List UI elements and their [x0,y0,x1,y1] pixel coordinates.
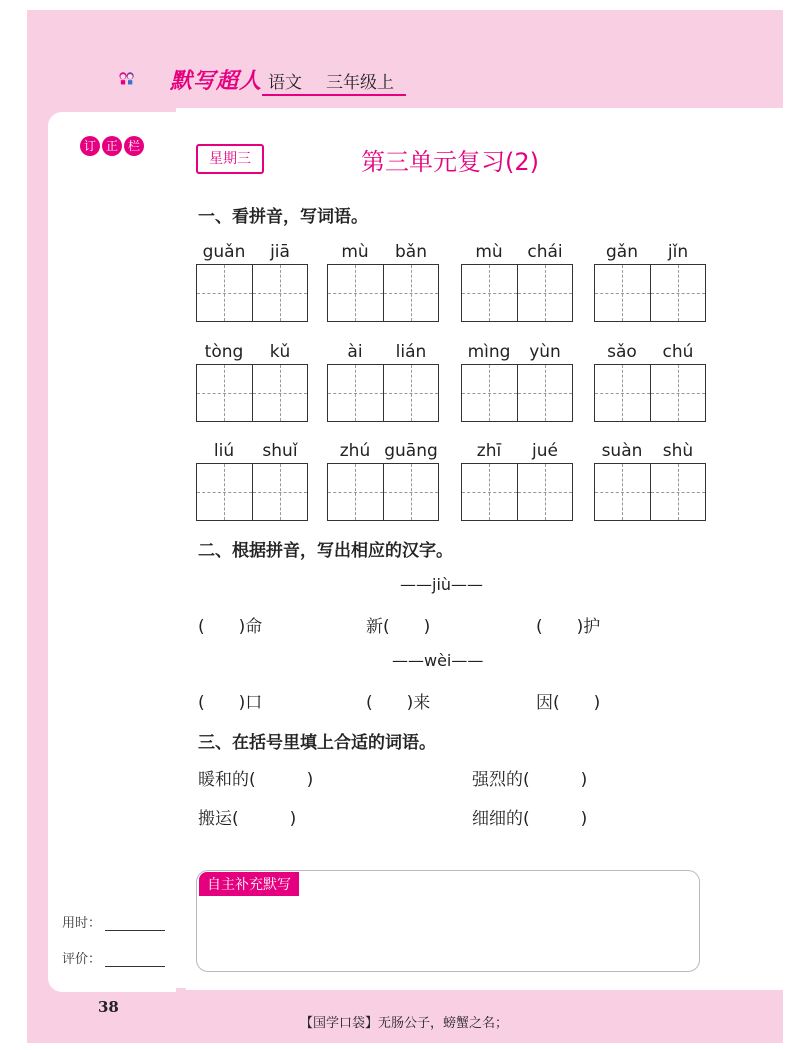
tian-grid-cell[interactable] [517,265,573,321]
pinyin-syllable: ài [347,342,363,362]
grade-label: 三年级上 [326,73,394,93]
section1-heading: 一、看拼音，写词语。 [198,207,368,227]
pinyin-syllable: kǔ [269,342,291,362]
pinyin-wei: ——wèi—— [392,651,484,670]
writing-boxes [461,463,573,521]
tian-grid-cell[interactable] [383,365,439,421]
writing-boxes [461,364,573,422]
tian-grid-cell[interactable] [650,365,706,421]
tian-grid-cell[interactable] [197,464,252,520]
blank-item[interactable]: ( )护 [536,617,601,637]
writing-boxes [461,264,573,322]
correction-char: 订 [80,136,100,156]
brand-name: 默写超人 [170,69,263,94]
correction-column [48,112,176,992]
writing-boxes [327,364,439,422]
pinyin-syllable: chú [662,342,694,362]
pinyin-syllable: yùn [529,342,561,362]
pinyin-syllable: guǎn [202,242,246,262]
pinyin-syllable: shù [662,441,694,461]
writing-boxes [594,364,706,422]
score-field[interactable] [62,948,165,967]
page-number: 38 [98,998,119,1016]
blank-item[interactable]: ( )口 [198,693,263,713]
pinyin-syllable: jǐn [667,242,689,262]
correction-char: 正 [102,136,122,156]
pinyin-jiu: ——jiù—— [400,575,484,594]
fill-word-item[interactable]: 强烈的( ) [472,770,588,790]
writing-boxes [327,463,439,521]
pinyin-syllable: jué [532,441,558,461]
tian-grid-cell[interactable] [462,365,517,421]
pinyin-syllable: chái [527,242,563,262]
pinyin-syllable: gǎn [606,242,638,262]
pinyin-syllable: mìng [467,342,511,362]
tian-grid-cell[interactable] [328,464,383,520]
tian-grid-cell[interactable] [197,265,252,321]
tian-grid-cell[interactable] [595,265,650,321]
tian-grid-cell[interactable] [197,365,252,421]
blank-item[interactable]: ( )命 [198,617,263,637]
tian-grid-cell[interactable] [650,464,706,520]
pinyin-syllable: zhú [339,441,371,461]
tian-grid-cell[interactable] [517,365,573,421]
writing-boxes [594,463,706,521]
time-field[interactable] [62,912,165,931]
score-label: 评价： [62,952,102,967]
tian-grid-cell[interactable] [252,265,308,321]
time-blank[interactable] [105,918,165,931]
tian-grid-cell[interactable] [462,265,517,321]
score-blank[interactable] [105,954,165,967]
pinyin-syllable: jiā [270,242,290,262]
tian-grid-cell[interactable] [650,265,706,321]
pinyin-syllable: bǎn [395,242,427,262]
subject-label: 语文 [268,73,302,93]
pinyin-syllable: zhī [476,441,502,461]
tian-grid-cell[interactable] [462,464,517,520]
tian-grid-cell[interactable] [328,265,383,321]
day-tag: 星期三 [196,144,264,174]
tian-grid-cell[interactable] [383,464,439,520]
writing-boxes [196,463,308,521]
tian-grid-cell[interactable] [517,464,573,520]
tian-grid-cell[interactable] [252,365,308,421]
writing-boxes [196,364,308,422]
pinyin-syllable: liú [213,441,235,461]
tian-grid-cell[interactable] [328,365,383,421]
pinyin-syllable: mù [341,242,369,262]
tian-grid-cell[interactable] [595,464,650,520]
blank-item[interactable]: ( )来 [366,693,431,713]
time-label: 用时： [62,916,102,931]
kids-logo-icon [118,58,168,98]
section2-heading: 二、根据拼音，写出相应的汉字。 [198,541,453,561]
pinyin-syllable: lián [395,342,427,362]
pinyin-syllable: guāng [384,441,438,461]
pinyin-syllable: mù [475,242,503,262]
page-title: 第三单元复习(2) [361,148,539,176]
writing-boxes [327,264,439,322]
blank-item[interactable]: 因( ) [536,693,601,713]
tian-grid-cell[interactable] [383,265,439,321]
section3-heading: 三、在括号里填上合适的词语。 [198,733,436,753]
tian-grid-cell[interactable] [252,464,308,520]
fill-word-item[interactable]: 暖和的( ) [198,770,314,790]
blank-item[interactable]: 新( ) [366,617,431,637]
writing-boxes [594,264,706,322]
pinyin-syllable: tòng [204,342,244,362]
pinyin-syllable: suàn [601,441,643,461]
self-dictation-label: 自主补充默写 [199,872,299,896]
correction-char: 栏 [124,136,144,156]
fill-word-item[interactable]: 搬运( ) [198,809,297,829]
footer-quote: 【国学口袋】无肠公子，螃蟹之名； [300,1016,509,1031]
correction-column-label [80,136,144,158]
tian-grid-cell[interactable] [595,365,650,421]
header-underline [262,94,406,96]
writing-boxes [196,264,308,322]
pinyin-syllable: sǎo [607,342,637,362]
fill-word-item[interactable]: 细细的( ) [472,809,588,829]
pinyin-syllable: shuǐ [262,441,298,461]
